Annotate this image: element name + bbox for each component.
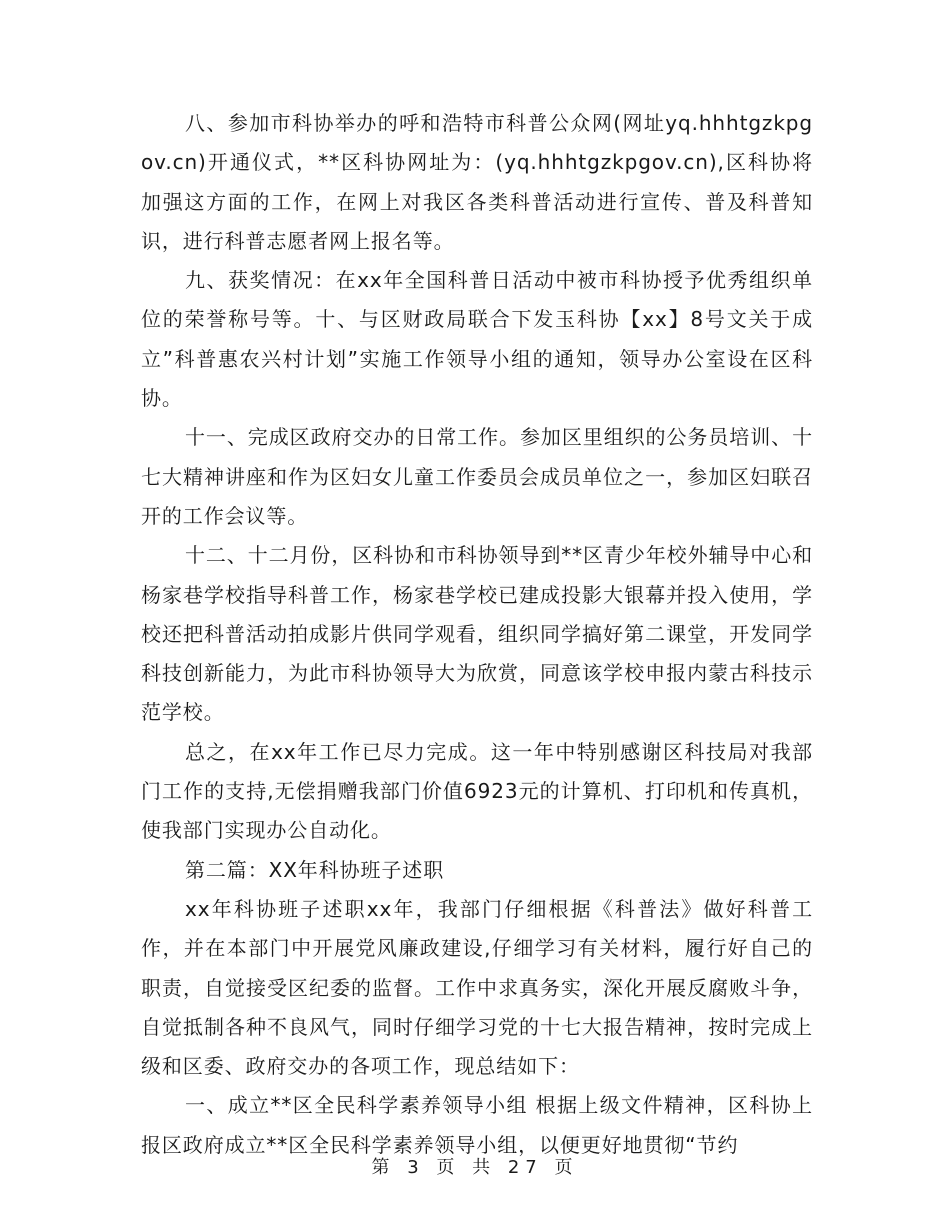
paragraph-item-8: 八、参加市科协举办的呼和浩特市科普公众网(网址yq.hhhtgzkpgov.cn)开通仪式，**区科协网址为：(yq.hhhtgzkpgov.cn),区科协将加强这方面的工作，在网上对我区各类科普活动进行宣传、普及科普知识，进行科普志愿者网上报名等。 [141,111,813,253]
paragraph-item-12: 十二、十二月份，区科协和市科协领导到**区青少年校外辅导中心和杨家巷学校指导科普工作，杨家巷学校已建成投影大银幕并投入使用，学校还把科普活动拍成影片供同学观看，组织同学搞好第二课堂，开发同学科技创新能力，为此市科协领导大为欣赏，同意该学校申报内蒙古科技示范学校。 [141,543,813,725]
paragraph-item-9: 九、获奖情况：在xx年全国科普日活动中被市科协授予优秀组织单位的荣誉称号等。十、与区财政局联合下发玉科协【xx】8号文关于成立”科普惠农兴村计划”实施工作领导小组的通知，领导办公室设在区科协。 [141,268,813,411]
paragraph-summary: 总之，在xx年工作已尽力完成。这一年中特别感谢区科技局对我部门工作的支持,无偿捐赠我部门价值6923元的计算机、打印机和传真机，使我部门实现办公自动化。 [141,739,813,843]
paragraph-item-one: 一、成立**区全民科学素养领导小组 根据上级文件精神，区科协上报区政府成立**区全民科学素养领导小组，以便更好地贯彻“节约 [141,1093,813,1157]
page-footer: 第 3 页 共 27 页 [371,1157,579,1178]
paragraph-item-11: 十一、完成区政府交办的日常工作。参加区里组织的公务员培训、十七大精神讲座和作为区妇女儿童工作委员会成员单位之一，参加区妇联召开的工作会议等。 [141,425,813,528]
document-body [141,104,813,1165]
paragraph-intro: xx年科协班子述职xx年，我部门仔细根据《科普法》做好科普工作，并在本部门中开展党风廉政建设,仔细学习有关材料，履行好自己的职责，自觉接受区纪委的监督。工作中求真务实，深化开展反腐败斗争，自觉抵制各种不良风气，同时仔细学习党的十七大报告精神，按时完成上级和区委、政府交办的各项工作，现总结如下： [141,896,813,1079]
section-title: 第二篇：XX年科协班子述职 [185,857,445,882]
